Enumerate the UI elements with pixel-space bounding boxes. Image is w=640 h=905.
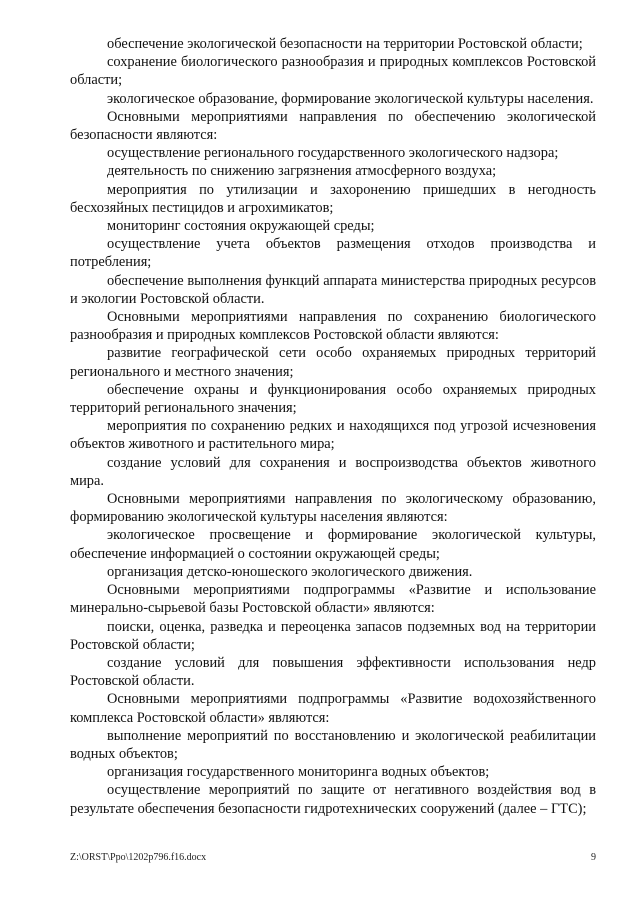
document-body bbox=[70, 35, 596, 818]
footer-file-path: Z:\ORST\Ppo\1202p796.f16.docx bbox=[70, 852, 207, 863]
paragraph: осуществление регионального государственного экологического надзора; bbox=[107, 145, 559, 162]
paragraph: обеспечение экологической безопасности на территории Ростовской области; bbox=[107, 36, 583, 52]
paragraph: сохранение биологического разнообразия и природных комплексов Ростовской области; bbox=[70, 54, 596, 89]
paragraph: обеспечение охраны и функционирования особо охраняемых природных территорий регионального значения; bbox=[70, 381, 596, 417]
paragraph: деятельность по снижению загрязнения атмосферного воздуха; bbox=[107, 163, 497, 180]
paragraph: мероприятия по сохранению редких и находящихся под угрозой исчезновения объектов животного и растительного мира; bbox=[70, 418, 596, 453]
paragraph: создание условий для повышения эффективности использования недр Ростовской области. bbox=[70, 654, 596, 690]
paragraph: Основными мероприятиями направления по обеспечению экологической безопасности являются: bbox=[70, 108, 596, 144]
paragraph: мероприятия по утилизации и захоронению пришедших в негодность бесхозяйных пестицидов и агрохимикатов; bbox=[70, 181, 596, 216]
paragraph: обеспечение выполнения функций аппарата министерства природных ресурсов и экологии Ростовской области. bbox=[70, 272, 596, 307]
paragraph: осуществление мероприятий по защите от негативного воздействия вод в результате обеспечения безопасности гидротехнических сооружений (далее – ГТС); bbox=[70, 782, 596, 817]
paragraph: мониторинг состояния окружающей среды; bbox=[107, 218, 375, 235]
paragraph: экологическое образование, формирование экологической культуры населения. bbox=[107, 90, 594, 107]
paragraph: поиски, оценка, разведка и переоценка запасов подземных вод на территории Ростовской области; bbox=[70, 618, 596, 653]
paragraph: Основными мероприятиями подпрограммы «Развитие водохозяйственного комплекса Ростовской области» являются: bbox=[70, 691, 596, 726]
paragraph: Основными мероприятиями направления по экологическому образованию, формированию экологической культуры населения являются: bbox=[70, 491, 596, 526]
paragraph: Основными мероприятиями подпрограммы «Развитие и использование минерально-сырьевой базы Ростовской области» являются: bbox=[70, 582, 596, 617]
paragraph: экологическое просвещение и формирование экологической культуры, обеспечение информацией о состоянии окружающей среды; bbox=[70, 527, 596, 562]
paragraph: выполнение мероприятий по восстановлению и экологической реабилитации водных объектов; bbox=[70, 727, 596, 762]
footer-page-number: 9 bbox=[591, 852, 596, 863]
paragraph: организация государственного мониторинга водных объектов; bbox=[107, 764, 490, 781]
paragraph: создание условий для сохранения и воспроизводства объектов животного мира. bbox=[70, 454, 596, 489]
paragraph: организация детско-юношеского экологического движения. bbox=[107, 563, 473, 580]
paragraph: Основными мероприятиями направления по сохранению биологического разнообразия и природных комплексов Ростовской области являются: bbox=[70, 309, 596, 344]
paragraph: осуществление учета объектов размещения отходов производства и потребления; bbox=[70, 236, 596, 271]
paragraph: развитие географической сети особо охраняемых природных территорий регионального и местного значения; bbox=[70, 345, 596, 380]
